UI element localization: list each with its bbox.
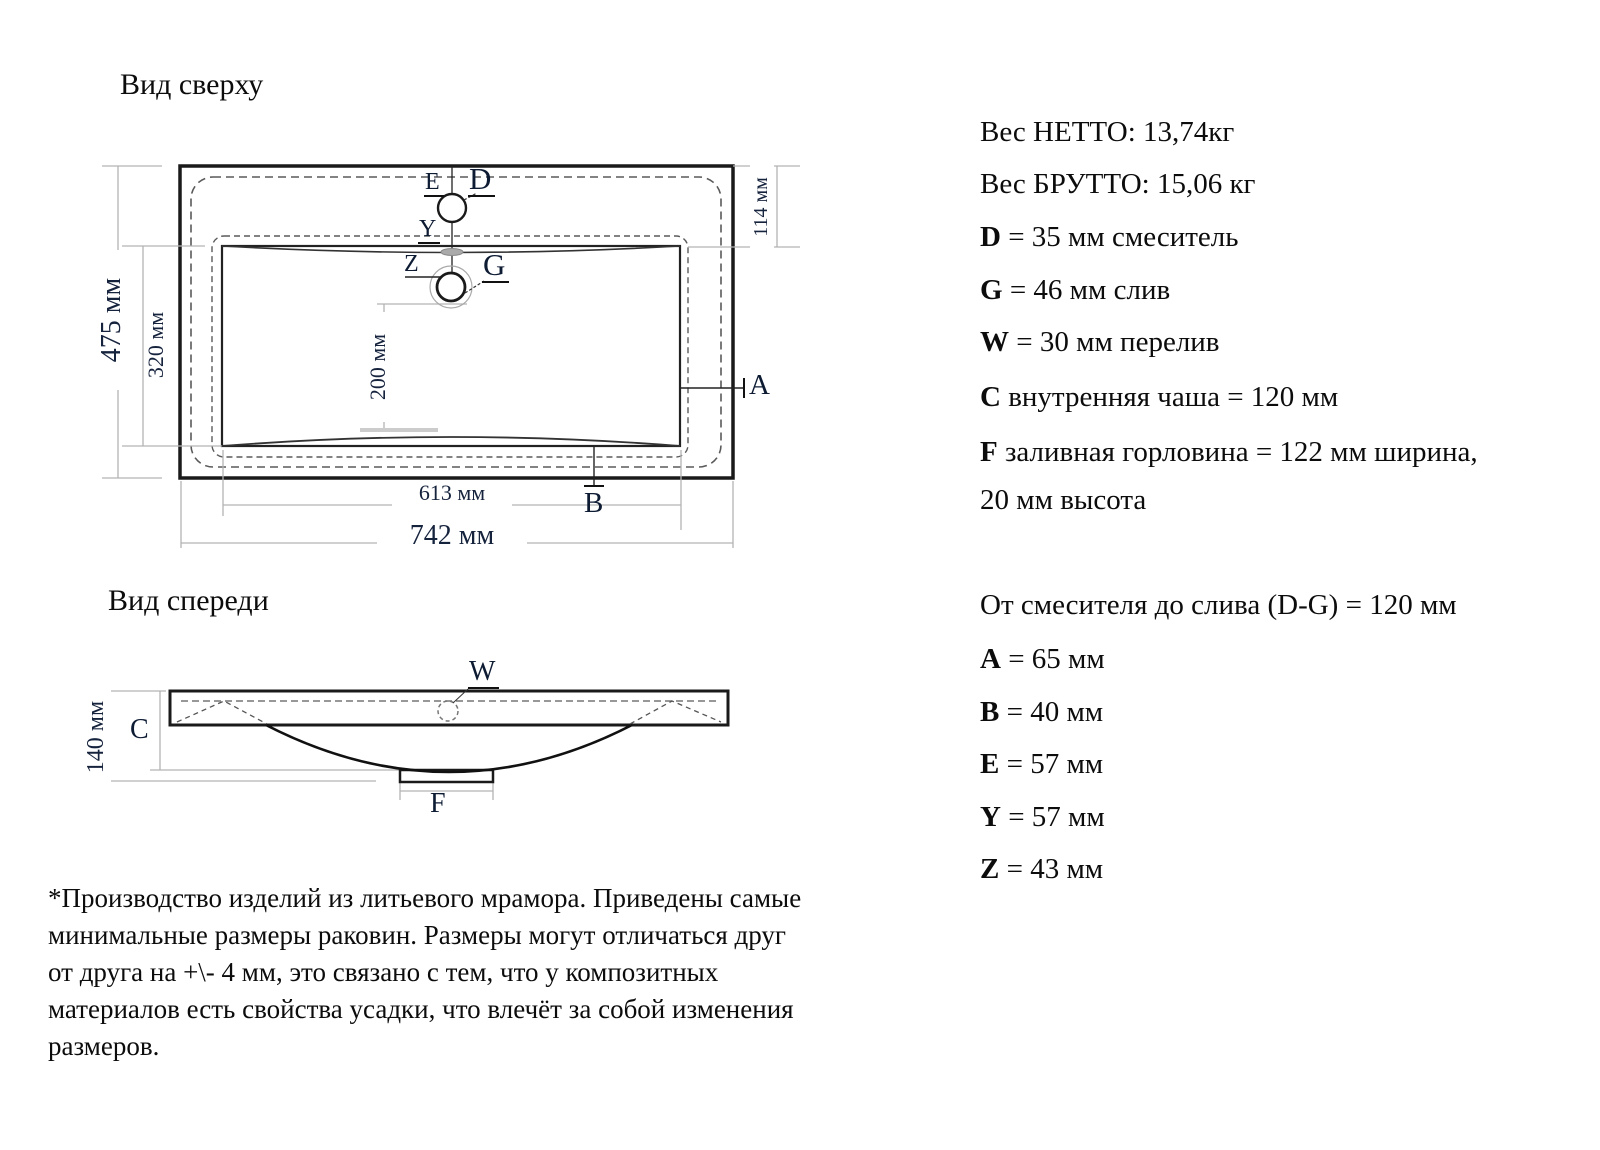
label-F: F: [430, 788, 446, 819]
bowl-profile-curve: [266, 725, 632, 772]
footnote-line: *Производство изделий из литьевого мрамора. Приведены самые: [48, 883, 802, 913]
label-W: W: [468, 658, 499, 689]
label-Y: Y: [418, 217, 440, 244]
dim-depth-center: 200 мм: [366, 312, 392, 422]
label-E: E: [424, 170, 444, 197]
spec-line: F заливная горловина = 122 мм ширина,: [980, 436, 1478, 468]
spec-line: 20 мм высота: [980, 484, 1147, 516]
spec-line: G = 46 мм слив: [980, 274, 1171, 306]
spec-line: Вес БРУТТО: 15,06 кг: [980, 168, 1256, 200]
spec-line: D = 35 мм смеситель: [980, 221, 1239, 253]
faucet-hole-circle: [438, 194, 466, 222]
dim-width-outer: 742 мм: [377, 521, 527, 553]
spec-line: W = 30 мм перелив: [980, 326, 1220, 358]
label-Z: Z: [404, 251, 419, 277]
front-view-drawing: [98, 689, 728, 800]
footnote-line: минимальные размеры раковин. Размеры могут отличаться друг: [48, 920, 787, 950]
label-B: B: [584, 487, 604, 519]
overflow-slot-top: [441, 249, 463, 256]
dim-front-height: 140 мм: [83, 677, 111, 797]
label-C: C: [130, 714, 149, 745]
drain-hole-circle: [437, 273, 465, 301]
dim-height-outer: 475 мм: [97, 250, 131, 390]
slab-rect: [170, 691, 728, 725]
spec-line: E = 57 мм: [980, 748, 1104, 780]
footnote-line: от друга на +\- 4 мм, это связано с тем, что у композитных: [48, 957, 719, 987]
top-view-title: Вид сверху: [120, 68, 264, 101]
footnote-line: размеров.: [48, 1031, 160, 1061]
spec-line: Y = 57 мм: [980, 801, 1105, 833]
spec-line: От смесителя до слива (D-G) = 120 мм: [980, 589, 1457, 621]
label-G: G: [482, 249, 509, 283]
spec-line: A = 65 мм: [980, 643, 1105, 675]
footnote-line: материалов есть свойства усадки, что влечёт за собой изменения: [48, 994, 794, 1024]
label-D: D: [468, 163, 495, 197]
label-A: A: [749, 369, 770, 401]
dim-width-inner: 613 мм: [392, 481, 512, 507]
spec-line: B = 40 мм: [980, 696, 1104, 728]
front-view-title: Вид спереди: [108, 584, 269, 617]
spec-line: C внутренняя чаша = 120 мм: [980, 381, 1339, 413]
spec-line: Z = 43 мм: [980, 853, 1104, 885]
dim-height-inner: 320 мм: [144, 290, 170, 400]
spec-line: Вес НЕТТО: 13,74кг: [980, 116, 1235, 148]
dim-offset-right: 114 мм: [750, 157, 774, 257]
